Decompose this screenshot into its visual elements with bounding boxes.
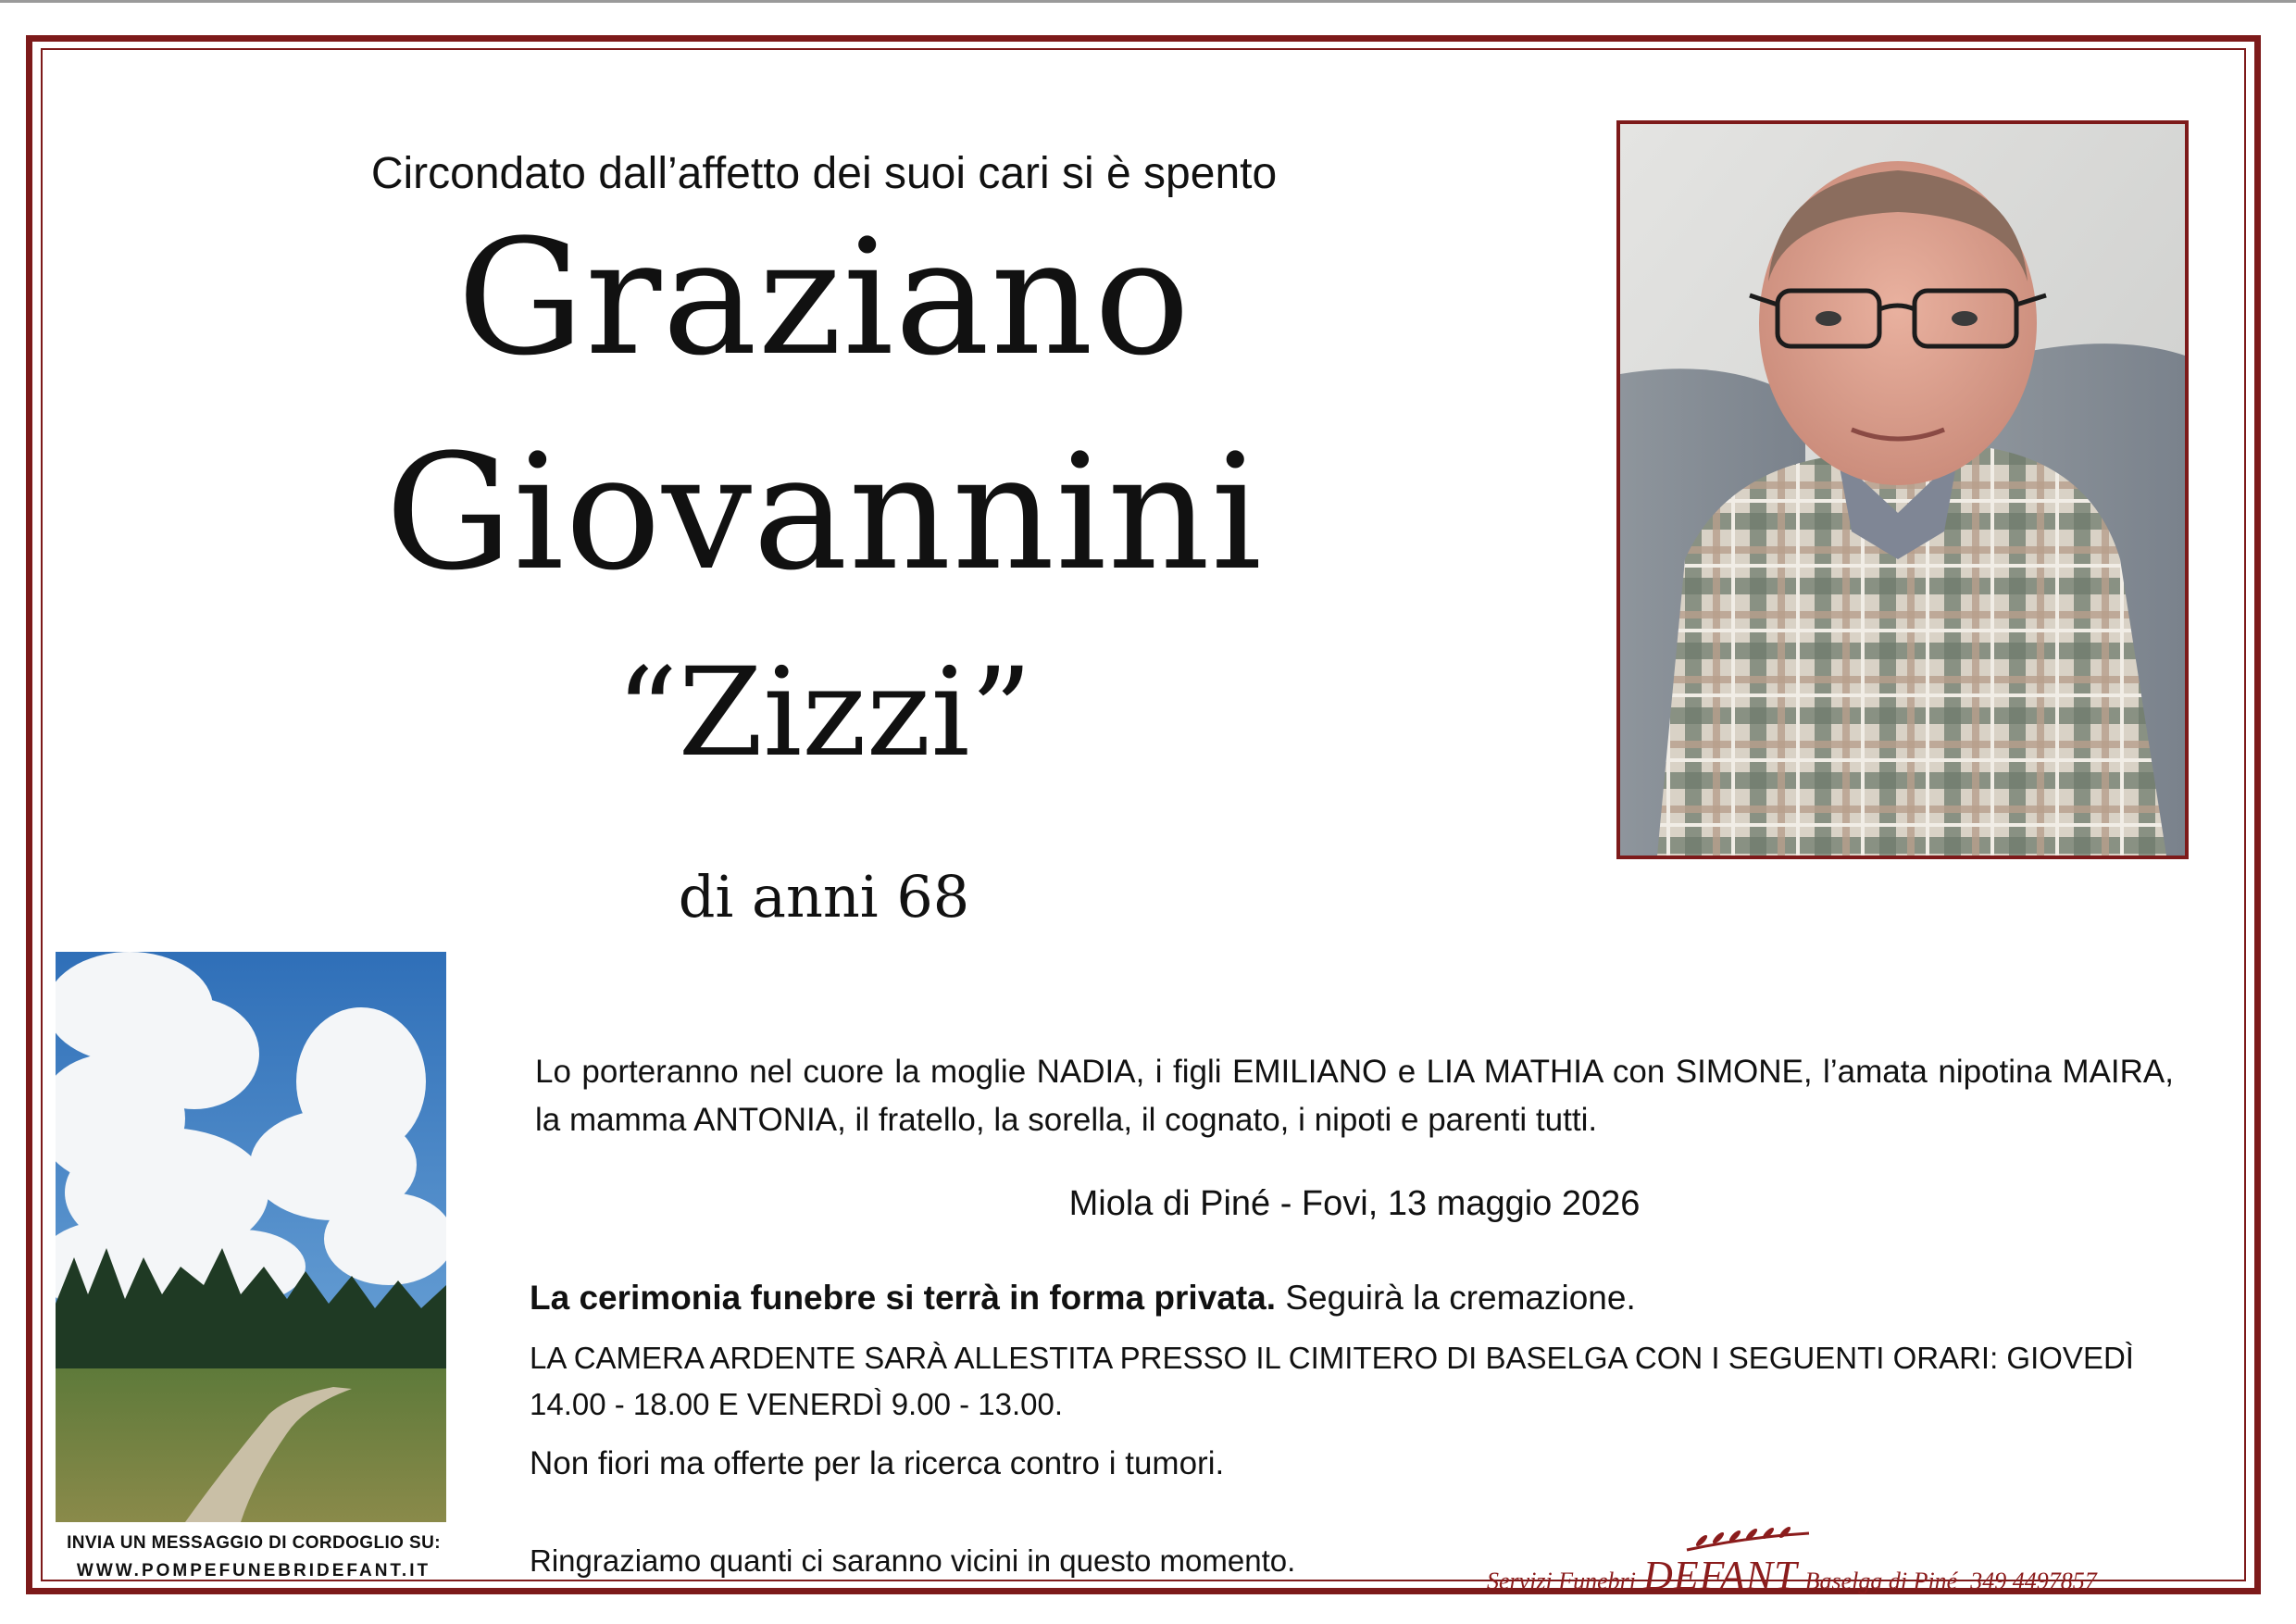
portrait-photo xyxy=(1616,120,2189,859)
condolence-url[interactable]: WWW.POMPEFUNEBRIDEFANT.IT xyxy=(76,1561,431,1580)
relatives-text: Lo porteranno nel cuore la moglie NADIA, i figli EMILIANO e LIA MATHIA con SIMONE, l’amata nipotina MAIRA, la mamma ANTONIA, il fratello, la sorella, il cognato, i nipoti e parenti tutti. xyxy=(535,1054,2174,1138)
footer-phone: 349 4497857 xyxy=(1970,1568,2097,1594)
footer-location: Baselga di Piné xyxy=(1804,1568,1958,1594)
funeral-services-footer xyxy=(1487,1552,2190,1598)
intro-line: Circondato dall’affetto dei suoi cari si è spento xyxy=(370,149,1278,198)
footer-services: Servizi Funebri xyxy=(1487,1568,1637,1594)
footer-brand: DEFANT xyxy=(1643,1553,1798,1598)
camera-ardente-text: LA CAMERA ARDENTE SARÀ ALLESTITA PRESSO IL CIMITERO DI BASELGA CON I SEGUENTI ORARI: GIOVEDÌ 14.00 - 18.00 E VENERDÌ 9.00 - 13.00. xyxy=(530,1341,2134,1421)
ceremony-text xyxy=(530,1274,2196,1322)
last-name: Giovannini xyxy=(384,419,1264,606)
first-name: Graziano xyxy=(456,205,1192,391)
landscape-photo xyxy=(56,952,446,1522)
condolence-box xyxy=(50,1530,457,1585)
top-rule xyxy=(0,0,2296,3)
place-date: Miola di Piné - Fovi, 13 maggio 2026 xyxy=(1068,1184,1641,1223)
ceremony-rest: Seguirà la cremazione. xyxy=(1276,1279,1636,1317)
age-line: di anni 68 xyxy=(678,863,970,931)
thanks-text: Ringraziamo quanti ci saranno vicini in questo momento. xyxy=(530,1543,1296,1578)
flowers-text: Non fiori ma offerte per la ricerca contro i tumori. xyxy=(530,1445,1225,1481)
laurel-icon xyxy=(1683,1526,1813,1554)
nickname: “Zizzi” xyxy=(615,642,1033,784)
condolence-label: INVIA UN MESSAGGIO DI CORDOGLIO SU: xyxy=(67,1533,441,1553)
ceremony-bold: La cerimonia funebre si terrà in forma privata. xyxy=(530,1279,1277,1317)
